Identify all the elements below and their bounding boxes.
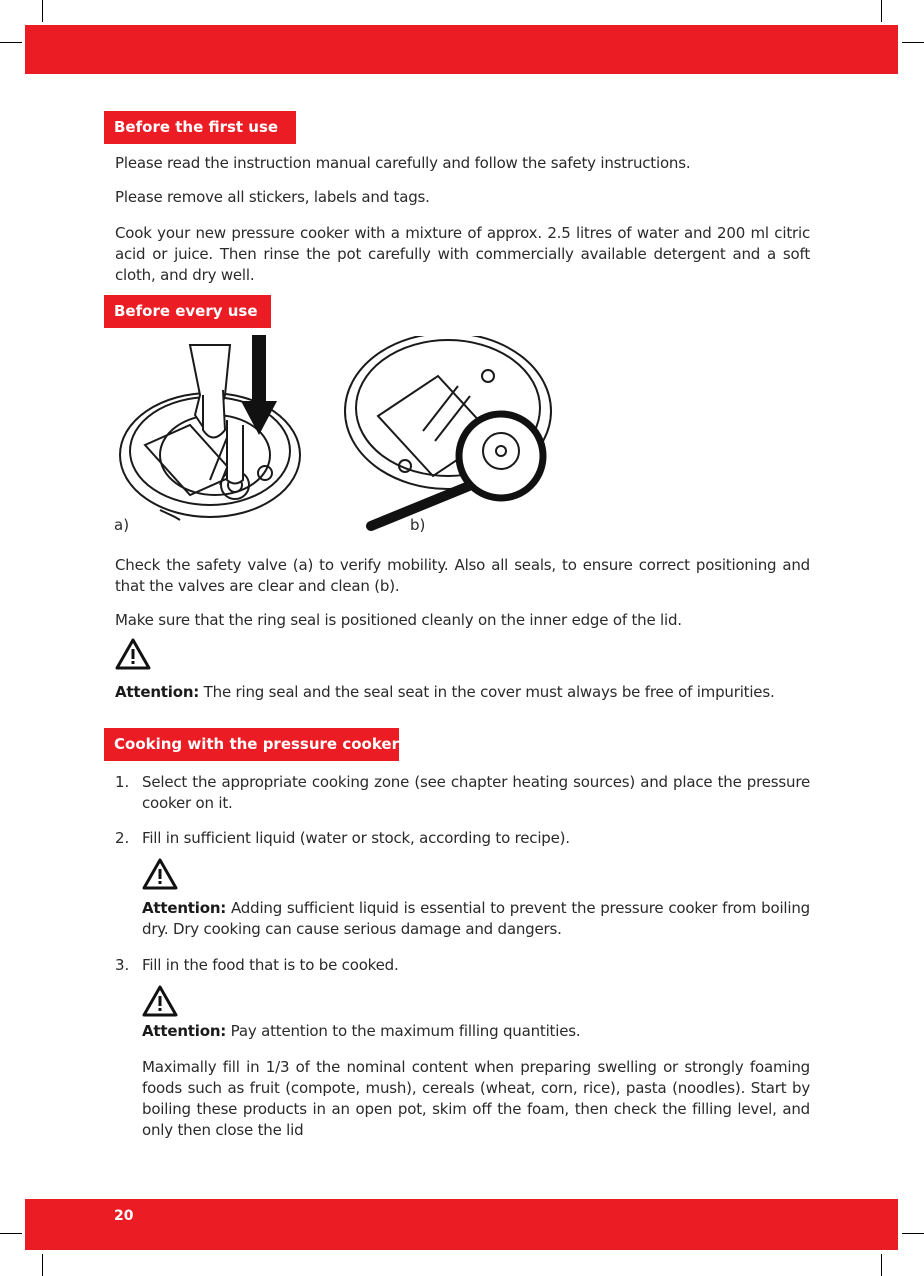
crop-mark	[902, 1233, 924, 1234]
paragraph: Cook your new pressure cooker with a mixture of approx. 2.5 litres of water and 200 ml citric acid or juice. Then rinse the pot carefully with commercially available detergent and a soft cloth, and dry well.	[115, 224, 810, 284]
section-header-cooking: Cooking with the pressure cooker	[104, 728, 399, 761]
figure-label-a: a)	[114, 516, 130, 534]
step-text: Select the appropriate cooking zone (see chapter heating sources) and place the pressure cooker on it.	[142, 773, 810, 812]
crop-mark	[902, 42, 924, 43]
crop-mark	[0, 42, 22, 43]
figure-seals	[343, 336, 553, 532]
attention-text: The ring seal and the seal seat in the cover must always be free of impurities.	[199, 683, 775, 701]
attention-note	[142, 1021, 810, 1042]
attention-label: Attention:	[142, 1022, 227, 1040]
crop-mark	[0, 1233, 22, 1234]
attention-note	[115, 682, 810, 703]
figure-safety-valve	[115, 335, 305, 525]
section-header-every-use: Before every use	[104, 295, 271, 328]
page-number: 20	[114, 1208, 134, 1224]
warning-triangle-icon	[142, 858, 178, 890]
arrow-down-icon	[241, 335, 277, 435]
section-header-first-use: Before the first use	[104, 111, 296, 144]
step-number: 1.	[115, 773, 130, 791]
magnifier-icon	[371, 414, 543, 526]
attention-label: Attention:	[142, 899, 227, 917]
step-text: Fill in sufficient liquid (water or stock, according to recipe).	[142, 829, 570, 847]
attention-note	[142, 898, 810, 940]
warning-triangle-icon	[142, 985, 178, 1017]
step-text: Fill in the food that is to be cooked.	[142, 956, 399, 974]
paragraph: Check the safety valve (a) to verify mobility. Also all seals, to ensure correct positioning and that the valves are clear and clean (b).	[115, 556, 810, 595]
paragraph: Make sure that the ring seal is positioned cleanly on the inner edge of the lid.	[115, 611, 682, 629]
header-band	[25, 25, 898, 74]
paragraph: Maximally fill in 1/3 of the nominal content when preparing swelling or strongly foaming foods such as fruit (compote, mush), cereals (wheat, corn, rice), pasta (noodles). Start by boiling these products in an open pot, skim off the foam, then check the filling level, and only then close the lid	[142, 1058, 810, 1139]
crop-mark	[881, 0, 882, 22]
step-number: 2.	[115, 829, 130, 847]
attention-label: Attention:	[115, 683, 200, 701]
crop-mark	[42, 1254, 43, 1276]
footer-band	[25, 1199, 898, 1250]
attention-text: Pay attention to the maximum filling quantities.	[226, 1022, 581, 1040]
attention-text: Adding sufficient liquid is essential to prevent the pressure cooker from boiling dry. Dry cooking can cause serious damage and dangers.	[142, 899, 810, 938]
step-number: 3.	[115, 956, 130, 974]
paragraph: Please remove all stickers, labels and tags.	[115, 188, 430, 206]
crop-mark	[42, 0, 43, 22]
figure-label-b: b)	[410, 516, 426, 534]
warning-triangle-icon	[115, 638, 151, 670]
paragraph: Please read the instruction manual carefully and follow the safety instructions.	[115, 154, 691, 172]
crop-mark	[881, 1254, 882, 1276]
